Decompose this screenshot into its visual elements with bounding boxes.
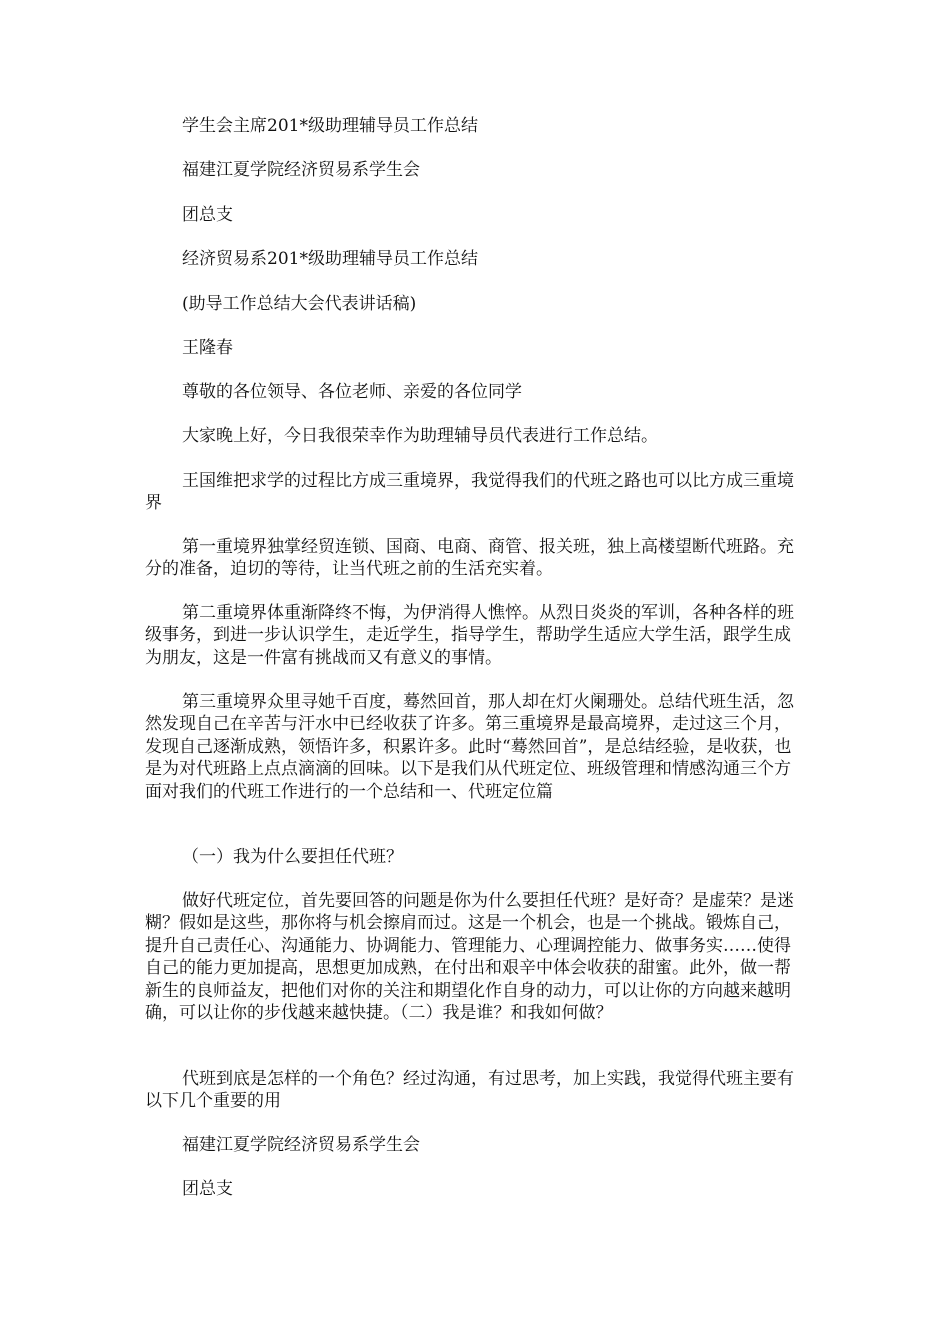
first-realm-paragraph: 第一重境界独掌经贸连锁、国商、电商、商管、报关班，独上高楼望断代班路。充分的准备，迫切的等待，让当代班之前的生活充实着。	[145, 537, 794, 580]
third-realm-paragraph: 第三重境界众里寻她千百度，蓦然回首，那人却在灯火阑珊处。总结代班生活，忽然发现自己在辛苦与汗水中已经收获了许多。第三重境界是最高境界，走过这三个月，发现自己逐渐成熟，领悟许多，积累许多。此时“蓦然回首”，是总结经验，是收获，也是为对代班路上点点滴滴的回味。以下是我们从代班定位、班级管理和情感沟通三个方面对我们的代班工作进行的一个总结和一、代班定位篇	[145, 692, 794, 802]
document-title: 学生会主席201*级助理辅导员工作总结	[182, 116, 478, 136]
report-subtitle: (助导工作总结大会代表讲话稿)	[182, 294, 417, 314]
second-realm-paragraph: 第二重境界体重渐降终不悔，为伊消得人憔悴。从烈日炎炎的军训，各种各样的班级事务，到进一步认识学生，走近学生，指导学生，帮助学生适应大学生活，跟学生成为朋友，这是一件富有挑战而又有意义的事情。	[145, 603, 794, 668]
intro-paragraph: 王国维把求学的过程比方成三重境界，我觉得我们的代班之路也可以比方成三重境界	[145, 471, 794, 514]
author-name: 王隆春	[182, 338, 233, 358]
greeting-paragraph: 大家晚上好，今日我很荣幸作为助理辅导员代表进行工作总结。	[182, 426, 658, 446]
section-heading-why: （一）我为什么要担任代班？	[182, 847, 403, 867]
footer-organization-name: 福建江夏学院经济贸易系学生会	[182, 1135, 420, 1155]
report-title: 经济贸易系201*级助理辅导员工作总结	[182, 249, 478, 269]
role-paragraph: 代班到底是怎样的一个角色？经过沟通，有过思考，加上实践，我觉得代班主要有以下几个重要的用	[145, 1069, 794, 1112]
salutation: 尊敬的各位领导、各位老师、亲爱的各位同学	[182, 382, 522, 402]
positioning-paragraph: 做好代班定位，首先要回答的问题是你为什么要担任代班？是好奇？是虚荣？是迷糊？假如是这些，那你将与机会擦肩而过。这是一个机会，也是一个挑战。锻炼自己，提升自己责任心、沟通能力、协调能力、管理能力、心理调控能力、做事务实……使得自己的能力更加提高，思想更加成熟，在付出和艰辛中体会收获的甜蜜。此外，做一帮新生的良师益友，把他们对你的关注和期望化作自身的动力，可以让你的方向越来越明确，可以让你的步伐越来越快捷。（二）我是谁？和我如何做？	[145, 891, 794, 1024]
organization-unit: 团总支	[182, 205, 233, 225]
footer-organization-unit: 团总支	[182, 1179, 233, 1199]
organization-name: 福建江夏学院经济贸易系学生会	[182, 160, 420, 180]
